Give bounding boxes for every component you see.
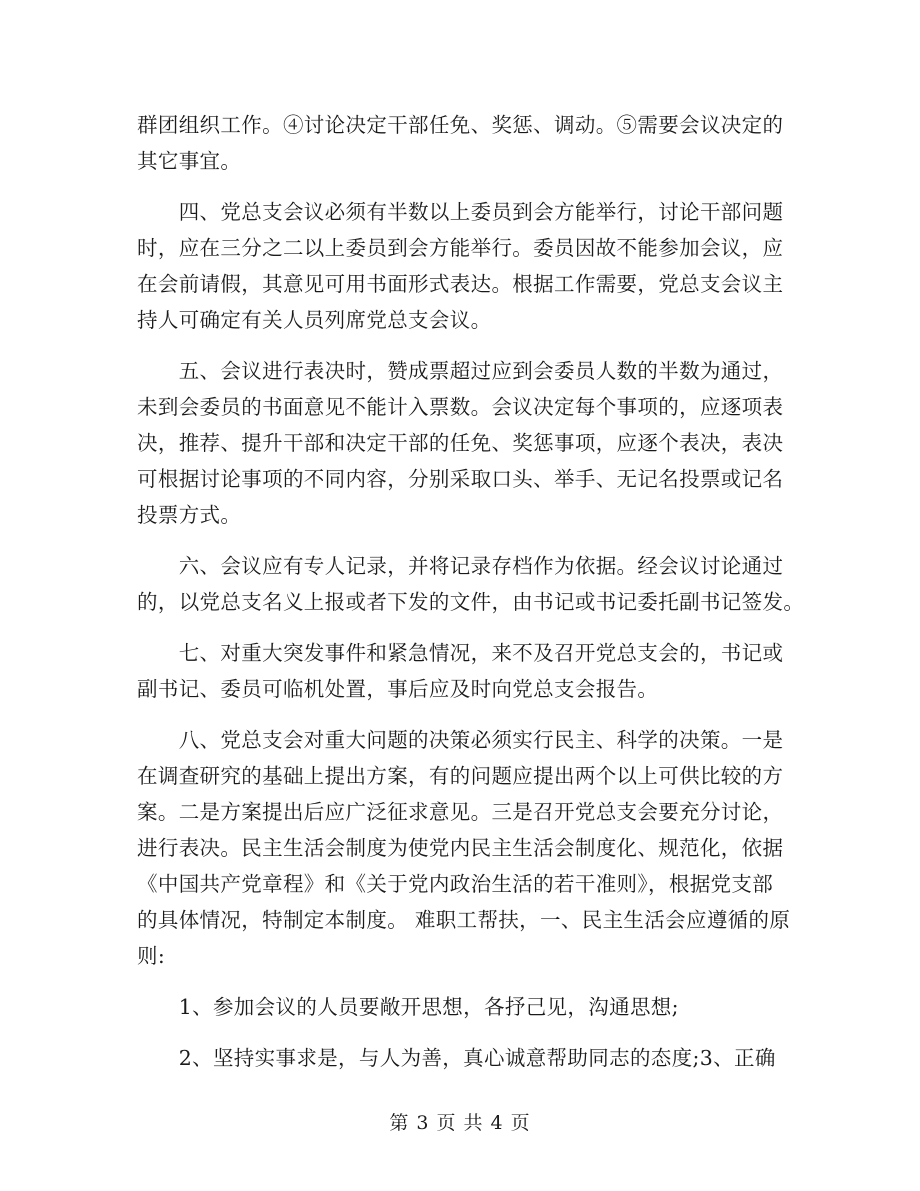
text-line: 《中国共产党章程》和《关于党内政治生活的若干准则》，根据党支部 <box>137 872 774 896</box>
text-line: 2、坚持实事求是，与人为善，真心诚意帮助同志的态度;3、正确 <box>137 1046 776 1070</box>
text-line: 投票方式。 <box>137 503 242 527</box>
text-line: 的，以党总支名义上报或者下发的文件，由书记或书记委托副书记签发。 <box>137 590 805 614</box>
text-line: 案。二是方案提出后应广泛征求意见。三是召开党总支会要充分讨论， <box>137 800 784 824</box>
text-line: 进行表决。民主生活会制度为使党内民主生活会制度化、规范化，依据 <box>137 836 784 860</box>
text-line: 则: <box>137 944 166 968</box>
text-line: 其它事宜。 <box>137 149 242 173</box>
text-line: 五、会议进行表决时，赞成票超过应到会委员人数的半数为通过， <box>137 359 784 383</box>
text-line: 副书记、委员可临机处置，事后应及时向党总支会报告。 <box>137 677 659 701</box>
text-line: 七、对重大突发事件和紧急情况，来不及召开党总支会的，书记或 <box>137 641 784 665</box>
text-line: 在会前请假，其意见可用书面形式表达。根据工作需要，党总支会议主 <box>137 272 784 296</box>
text-line: 可根据讨论事项的不同内容，分别采取口头、举手、无记名投票或记名 <box>137 467 784 491</box>
text-line: 的具体情况，特制定本制度。 难职工帮扶，一、民主生活会应遵循的原 <box>137 908 791 932</box>
text-line: 在调查研究的基础上提出方案，有的问题应提出两个以上可供比较的方 <box>137 764 784 788</box>
text-line: 未到会委员的书面意见不能计入票数。会议决定每个事项的，应逐项表 <box>137 395 784 419</box>
text-line: 六、会议应有专人记录，并将记录存档作为依据。经会议讨论通过 <box>137 554 784 578</box>
text-line: 决，推荐、提升干部和决定干部的任免、奖惩事项，应逐个表决，表决 <box>137 431 784 455</box>
page-number-footer: 第 3 页 共 4 页 <box>389 1112 531 1134</box>
text-line: 持人可确定有关人员列席党总支会议。 <box>137 308 492 332</box>
text-line: 时，应在三分之二以上委员到会方能举行。委员因故不能参加会议，应 <box>137 236 784 260</box>
text-line: 群团组织工作。④讨论决定干部任免、奖惩、调动。⑤需要会议决定的 <box>137 113 784 137</box>
text-line: 八、党总支会对重大问题的决策必须实行民主、科学的决策。一是 <box>137 728 784 752</box>
text-line: 四、党总支会议必须有半数以上委员到会方能举行，讨论干部问题 <box>137 200 784 224</box>
text-line: 1、参加会议的人员要敞开思想，各抒己见，沟通思想; <box>137 995 679 1019</box>
